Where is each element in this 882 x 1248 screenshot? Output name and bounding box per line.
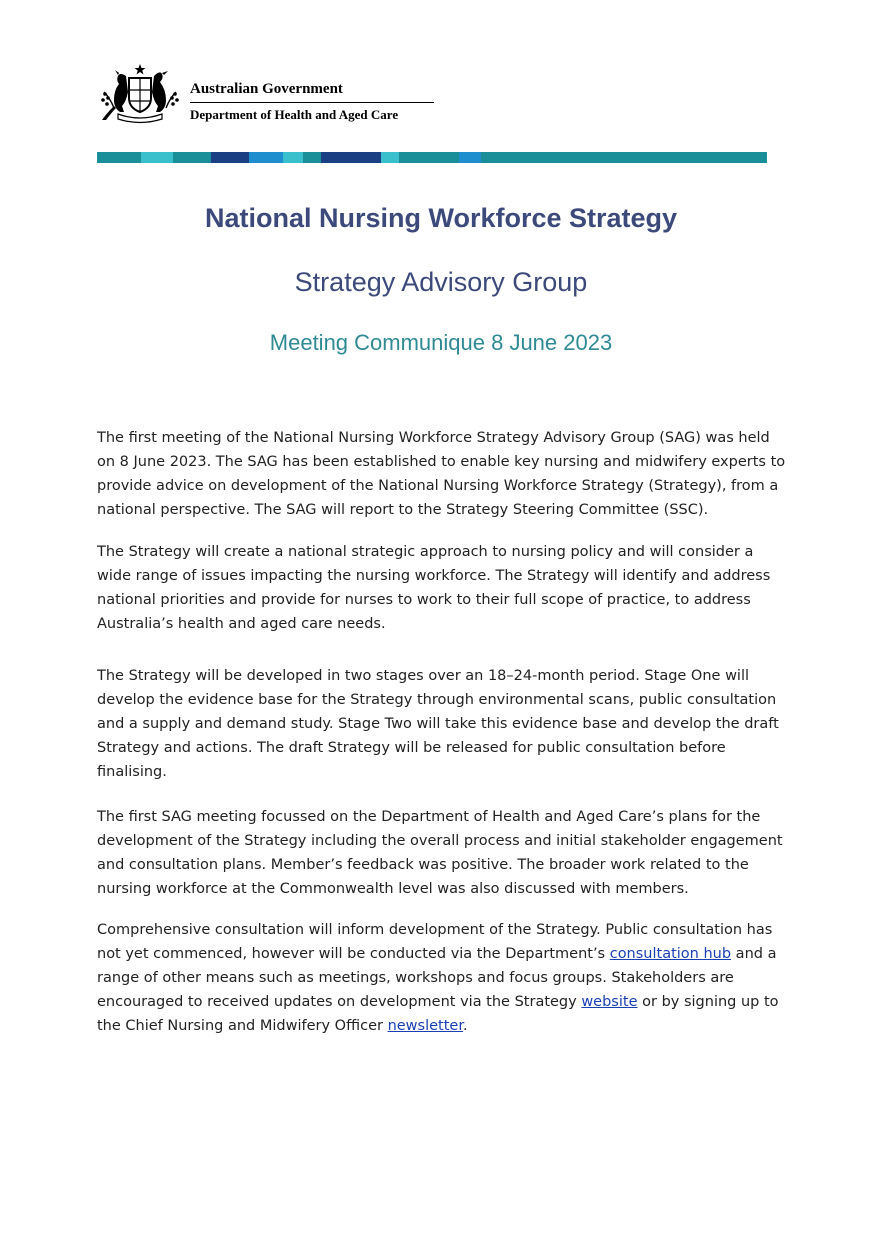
color-bar-segment — [481, 152, 767, 163]
color-bar-segment — [249, 152, 283, 163]
paragraph-2-text: The Strategy will create a national strategic approach to nursing policy and will consider a wide range of issues impacting the nursing workforce. The Strategy will identify and address national priorities and provide for nurses to work to their full scope of practice, to address Australia’s health and aged care needs. — [97, 544, 771, 632]
color-bar-segment — [211, 152, 249, 163]
color-bar-segment — [459, 152, 481, 163]
paragraph-3-text: The Strategy will be developed in two stages over an 18–24-month period. Stage One will develop the evidence base for the Strategy through environmental scans, public consultation and a supply and demand study. Stage Two will take this evidence base and develop the draft Strategy and actions. The draft Strategy will be released for public consultation before finalising. — [97, 668, 779, 780]
paragraph-5-text — [97, 918, 791, 1038]
consultation-hub-link[interactable]: consultation hub — [609, 946, 732, 962]
government-wordmark — [190, 80, 434, 123]
decorative-color-bar — [97, 152, 767, 163]
paragraph-5 — [97, 918, 791, 1038]
paragraph-5-segment: . — [462, 1018, 468, 1034]
color-bar-segment — [321, 152, 381, 163]
color-bar-segment — [399, 152, 459, 163]
document-subtitle: Strategy Advisory Group — [294, 267, 588, 297]
color-bar-segment — [97, 152, 141, 163]
paragraph-4 — [97, 805, 791, 901]
strategy-website-link[interactable]: website — [581, 994, 638, 1010]
department-name: Department of Health and Aged Care — [190, 107, 399, 122]
color-bar-segment — [173, 152, 211, 163]
color-bar-segment — [283, 152, 303, 163]
color-bar-segment — [303, 152, 321, 163]
paragraph-1 — [97, 426, 791, 522]
paragraph-1-text: The first meeting of the National Nursing Workforce Strategy Advisory Group (SAG) was held on 8 June 2023. The SAG has been established to enable key nursing and midwifery experts to provide advice on development of the National Nursing Workforce Strategy (Strategy), from a national perspective. The SAG will report to the Strategy Steering Committee (SSC). — [97, 430, 786, 518]
paragraph-2 — [97, 540, 791, 636]
paragraph-3 — [97, 664, 791, 784]
newsletter-link[interactable]: newsletter — [387, 1018, 463, 1034]
color-bar-segment — [381, 152, 399, 163]
meeting-heading: Meeting Communique 8 June 2023 — [269, 330, 613, 355]
document-title: National Nursing Workforce Strategy — [204, 203, 678, 233]
paragraph-5-segment: Comprehensive consultation will inform development of the Strategy. Public consultation has not yet commenced, however will be conducted via the Department’s — [97, 922, 773, 962]
color-bar-segment — [141, 152, 173, 163]
paragraph-4-text: The first SAG meeting focussed on the Department of Health and Aged Care’s plans for the development of the Strategy including the overall process and initial stakeholder engagement and consultation plans. Member’s feedback was positive. The broader work related to the nursing workforce at the Commonwealth level was also discussed with members. — [97, 809, 783, 897]
coat-of-arms-icon — [98, 62, 182, 126]
government-name: Australian Government — [190, 80, 434, 103]
government-header — [98, 62, 438, 128]
paragraph-5-segment: and a range of other means such as meetings, workshops and focus groups. Stakeholders are encouraged to received updates on development via the Strategy — [97, 946, 777, 1010]
paragraph-5-segment: or by signing up to the Chief Nursing and Midwifery Officer — [97, 994, 779, 1034]
